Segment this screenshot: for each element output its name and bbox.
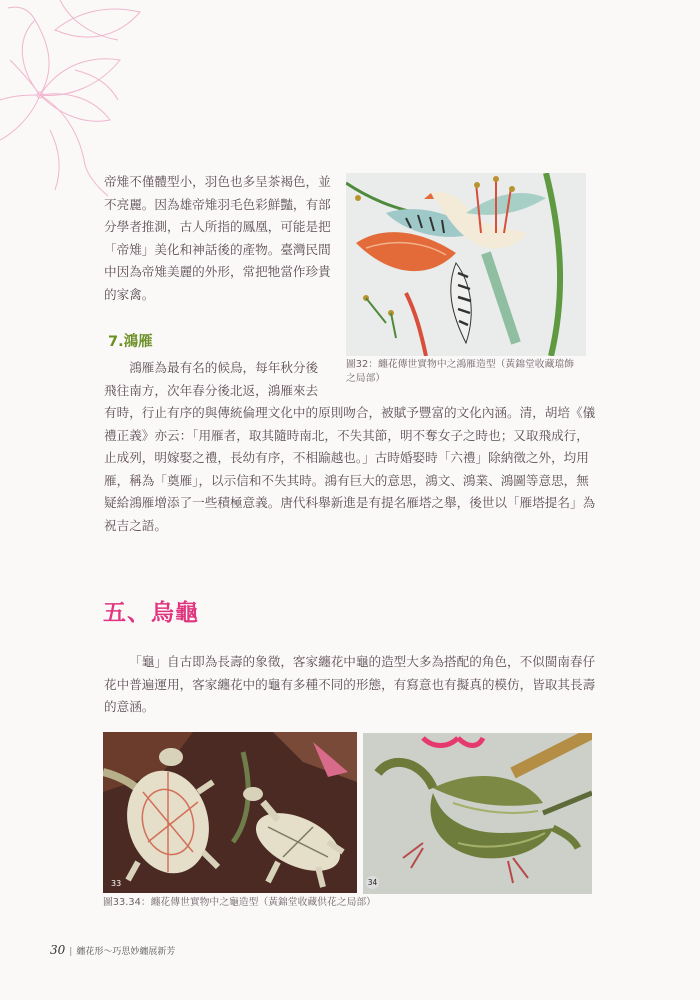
section-heading-turtle: 五、烏龜: [103, 600, 199, 626]
caption-line: 之局部）: [346, 373, 386, 384]
photo-33-label: 33: [111, 879, 122, 888]
paragraph-wild-goose-culture: [104, 402, 594, 538]
text-line: 疑給鴻雁增添了一些積極意義。唐代科舉新進是有提名雁塔之舉，後世以「雁塔提名」為: [104, 495, 596, 511]
text-line: 帝雉不僅體型小，羽色也多呈茶褐色，並: [104, 174, 331, 189]
flower-line-art-decoration: [0, 0, 190, 200]
page-footer: [50, 943, 175, 957]
paragraph-emperor-pheasant: [104, 171, 336, 307]
caption-line: 圖32：纏花傳世實物中之鴻雁造型（黃錦堂收藏璫飾: [346, 359, 574, 370]
text-line: 中因為帝雉美麗的外形，常把牠當作珍貴: [104, 264, 331, 280]
text-line: 禮正義》亦云：「用雁者，取其隨時南北，不失其節，明不奪女子之時也；又取飛成行，: [104, 427, 589, 443]
photo-34-turtle-ornament: [363, 733, 592, 894]
subheading-wild-goose: 7.鴻雁: [108, 334, 153, 350]
paragraph-wild-goose-intro: [104, 357, 336, 402]
photo-32-goose-ornament: [346, 173, 586, 356]
page-number: 30: [50, 943, 66, 957]
text-line: 花中普遍運用，客家纏花中的龜有多種不同的形態，有寫意也有擬真的模仿，皆取其長壽: [104, 676, 596, 692]
caption-photo-32: [346, 358, 574, 386]
text-line: 的意涵。: [104, 699, 155, 715]
text-line: 雁，稱為「奠雁」，以示信和不失其時。鴻有巨大的意思，鴻文、鴻業、鴻圖等意思，無: [104, 472, 589, 488]
book-title: 纏花形～巧思妙纏展新芳: [76, 947, 176, 957]
text-line: 「帝雉」美化和神話後的產物。臺灣民間: [104, 241, 331, 257]
text-line: 分學者推測，古人所指的鳳凰，可能是把: [104, 219, 331, 235]
paragraph-turtle: [104, 651, 594, 719]
text-line: 「龜」自古即為長壽的象徵，客家纏花中龜的造型大多為搭配的角色，不似閩南春仔: [129, 654, 596, 669]
text-line: 鴻雁為最有名的候鳥，每年秋分後: [129, 360, 319, 375]
text-line: 有時，行止有序的與傳統倫理文化中的原則吻合，被賦予豐富的文化內涵。清，胡培《儀: [104, 405, 596, 420]
text-line: 飛往南方，次年春分後北返，鴻雁來去: [104, 382, 319, 398]
text-line: 祝吉之語。: [104, 517, 167, 533]
text-line: 的家禽。: [104, 286, 155, 302]
photo-33-turtle-ornaments: [103, 732, 357, 893]
caption-photos-33-34: 圖33.34：纏花傳世實物中之龜造型（黃錦堂收藏供花之局部）: [103, 897, 376, 908]
photo-34-label: 34: [367, 878, 378, 887]
text-line: 止成列，明嫁娶之禮，長幼有序，不相踰越也。」古時婚娶時「六禮」除納徵之外，均用: [104, 450, 589, 466]
footer-separator: |: [69, 947, 73, 957]
text-line: 不亮麗。因為雄帝雉羽毛色彩鮮豔，有部: [104, 196, 331, 212]
